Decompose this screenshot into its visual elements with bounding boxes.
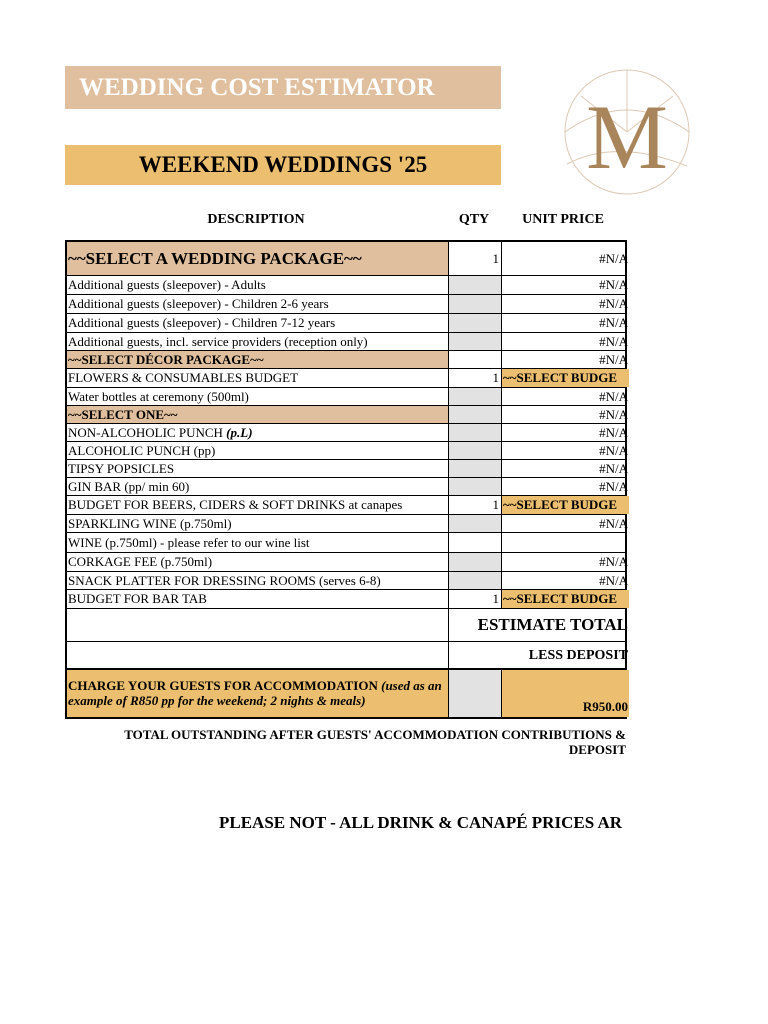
estimate-table: [65, 240, 627, 670]
unit-price-cell: [502, 533, 629, 552]
table-row: [67, 572, 628, 590]
row-description: ALCOHOLIC PUNCH (pp): [67, 442, 449, 459]
unit-price-cell: #N/A: [599, 478, 628, 494]
accommodation-label-note: (used as an example of R850 pp for the weekend; 2 nights & meals): [68, 678, 442, 708]
table-row: [67, 369, 625, 388]
unit-price-cell: #N/A: [599, 250, 628, 266]
budget-select[interactable]: ~~SELECT BUDGE: [502, 590, 629, 608]
total-outstanding-line2: DEPOSIT: [568, 742, 626, 757]
price-note-text: PLEASE NOT - ALL DRINK & CANAPÉ PRICES AR: [218, 813, 623, 832]
table-row: [67, 460, 628, 478]
column-header-description: DESCRIPTION: [207, 212, 305, 227]
logo: [557, 68, 697, 200]
qty-cell[interactable]: [449, 533, 502, 552]
unit-price-cell: #N/A: [599, 388, 628, 404]
decor-package-select[interactable]: ~~SELECT DÉCOR PACKAGE~~: [67, 351, 449, 368]
select-one-dropdown[interactable]: ~~SELECT ONE~~: [67, 406, 449, 423]
row-description: BUDGET FOR BEERS, CIDERS & SOFT DRINKS at canapes: [67, 496, 449, 514]
table-row: [67, 351, 628, 369]
accommodation-qty-cell[interactable]: [449, 670, 502, 717]
qty-cell[interactable]: [449, 572, 502, 589]
unit-price-cell: #N/A: [599, 572, 628, 588]
qty-cell[interactable]: [449, 314, 502, 332]
qty-cell[interactable]: [449, 276, 502, 294]
qty-cell[interactable]: 1: [449, 242, 502, 275]
accommodation-label-text: CHARGE YOUR GUESTS FOR ACCOMMODATION: [68, 678, 382, 693]
qty-cell[interactable]: [449, 333, 502, 350]
row-description: Additional guests, incl. service providers (reception only): [67, 333, 449, 350]
blank-cell: [67, 642, 449, 669]
qty-cell[interactable]: 1: [449, 369, 502, 387]
qty-cell[interactable]: [449, 351, 502, 368]
estimate-total-row: [67, 609, 628, 642]
qty-cell[interactable]: [449, 478, 502, 495]
blank-cell: [67, 609, 449, 641]
page-subtitle: WEEKEND WEDDINGS '25: [65, 145, 501, 185]
unit-price-cell: #N/A: [599, 333, 628, 349]
accommodation-row: [65, 668, 627, 719]
qty-cell[interactable]: [449, 295, 502, 313]
unit-price-cell: #N/A: [599, 442, 628, 458]
budget-select[interactable]: ~~SELECT BUDGE: [502, 496, 629, 514]
price-note: [65, 813, 626, 833]
qty-cell[interactable]: [449, 460, 502, 477]
unit-price-cell: #N/A: [599, 406, 628, 422]
unit-price-cell: #N/A: [599, 515, 628, 531]
table-row: [67, 515, 628, 533]
unit-price-cell: #N/A: [599, 554, 628, 569]
qty-cell[interactable]: 1: [449, 496, 502, 514]
budget-select[interactable]: ~~SELECT BUDGE: [502, 369, 629, 387]
table-row: [67, 496, 625, 515]
table-row: [67, 242, 628, 276]
table-row: [67, 533, 625, 553]
row-description: BUDGET FOR BAR TAB: [67, 590, 449, 608]
page-title: WEDDING COST ESTIMATOR: [65, 66, 501, 109]
qty-cell[interactable]: [449, 424, 502, 441]
accommodation-label: [67, 670, 449, 717]
row-description: GIN BAR (pp/ min 60): [67, 478, 449, 495]
row-description: FLOWERS & CONSUMABLES BUDGET: [67, 369, 449, 387]
table-row: [67, 478, 628, 496]
table-row: [67, 333, 628, 351]
row-description: SPARKLING WINE (p.750ml): [67, 515, 449, 532]
row-description: Water bottles at ceremony (500ml): [67, 388, 449, 405]
qty-cell[interactable]: [449, 553, 502, 571]
table-row: [67, 424, 628, 442]
qty-cell[interactable]: [449, 515, 502, 532]
column-header-qty: QTY: [458, 212, 490, 227]
table-row: [67, 406, 628, 424]
wedding-package-select[interactable]: ~~SELECT A WEDDING PACKAGE~~: [67, 242, 449, 275]
unit-price-cell: #N/A: [599, 351, 628, 367]
unit-price-cell: #N/A: [599, 424, 628, 440]
row-description: TIPSY POPSICLES: [67, 460, 449, 477]
total-outstanding-line1: TOTAL OUTSTANDING AFTER GUESTS' ACCOMMODATION CONTRIBUTIONS &: [124, 727, 626, 742]
table-row: [67, 442, 628, 460]
total-outstanding-label: [65, 727, 626, 757]
row-description: Additional guests (sleepover) - Children 2-6 years: [67, 295, 449, 313]
table-row: [67, 276, 628, 295]
table-row: [67, 590, 625, 609]
row-description: Additional guests (sleepover) - Adults: [67, 276, 449, 294]
unit-price-cell: #N/A: [599, 315, 628, 330]
qty-cell[interactable]: 1: [449, 590, 502, 608]
qty-cell[interactable]: [449, 406, 502, 423]
qty-cell[interactable]: [449, 388, 502, 405]
row-description-text: NON-ALCOHOLIC PUNCH: [68, 424, 227, 440]
qty-cell[interactable]: [449, 442, 502, 459]
row-description: WINE (p.750ml) - please refer to our wine list: [67, 533, 449, 552]
row-description: [67, 424, 449, 441]
row-description-unit: (p.L): [226, 424, 253, 440]
less-deposit-row: [67, 642, 628, 670]
table-row: [67, 314, 628, 333]
logo-letter: M: [586, 86, 668, 188]
less-deposit-label: LESS DEPOSIT: [528, 647, 628, 663]
row-description: CORKAGE FEE (p.750ml): [67, 553, 449, 571]
table-row: [67, 553, 628, 572]
estimate-total-label: ESTIMATE TOTAL: [477, 615, 628, 634]
row-description: Additional guests (sleepover) - Children 7-12 years: [67, 314, 449, 332]
accommodation-amount: R950.00: [502, 670, 629, 717]
unit-price-cell: #N/A: [599, 296, 628, 311]
column-header-unit-price: UNIT PRICE: [522, 212, 604, 227]
unit-price-cell: #N/A: [599, 277, 628, 292]
unit-price-cell: #N/A: [599, 460, 628, 476]
row-description: SNACK PLATTER FOR DRESSING ROOMS (serves 6-8): [67, 572, 449, 589]
table-row: [67, 295, 628, 314]
table-row: [67, 388, 628, 406]
